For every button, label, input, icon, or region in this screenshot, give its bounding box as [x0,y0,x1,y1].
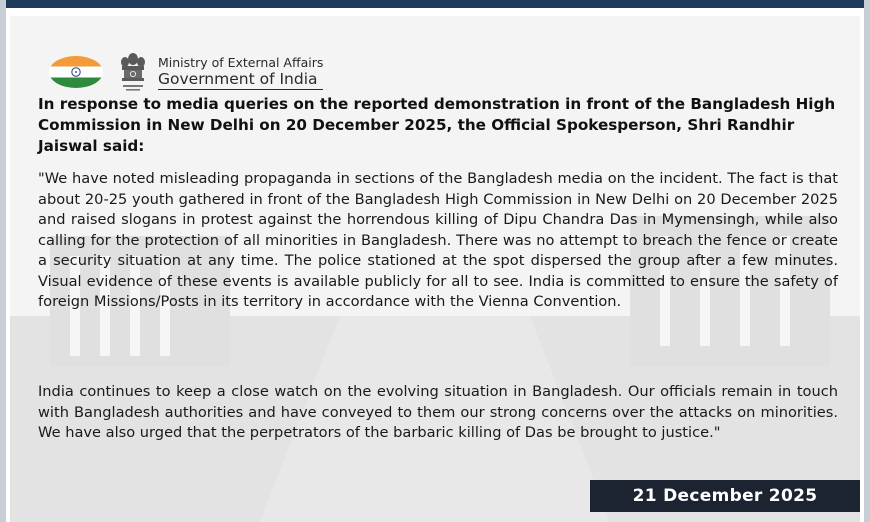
left-border [0,0,6,522]
ministry-header [48,44,323,100]
top-border [0,0,870,8]
ministry-name: Ministry of External Affairs [158,54,324,70]
statement-paragraph-1: "We have noted misleading propaganda in sections of the Bangladesh media on the incident. The fact is that about 20-25 youth gathered in front of the Bangladesh High Commission in New Delhi on 20 December 2025 and raised slogans in protest against the horrendous killing of Dipu Chandra Das in Mymensingh, while also calling for the protection of all minorities in Bangladesh. There was no attempt to breach the fence or create a security situation at any time. The police stationed at the spot dispersed the group after a few minutes. Visual evidence of these events is available publicly for all to see. India is committed to ensure the safety of foreign Missions/Posts in its territory in accordance with the Vienna Convention. [38,170,838,310]
government-name: Government of India [158,70,323,90]
statement-paragraph-2: India continues to keep a close watch on the evolving situation in Bangladesh. Our officials remain in touch with Bangladesh authorities and have conveyed to them our strong concerns over the attacks on minorities. We have also urged that the perpetrators of the barbaric killing of Das be brought to justice." [38,383,838,441]
national-emblem-icon [116,50,150,94]
right-border [864,0,870,522]
ministry-name-block [158,55,323,90]
date-badge: 21 December 2025 [590,480,860,512]
press-release-card [10,16,860,522]
intro-heading: In response to media queries on the reported demonstration in front of the Bangladesh High Commission in New Delhi on 20 December 2025, the Official Spokesperson, Shri Randhir Jaiswal said: [38,95,836,155]
india-flag-icon [48,55,104,89]
